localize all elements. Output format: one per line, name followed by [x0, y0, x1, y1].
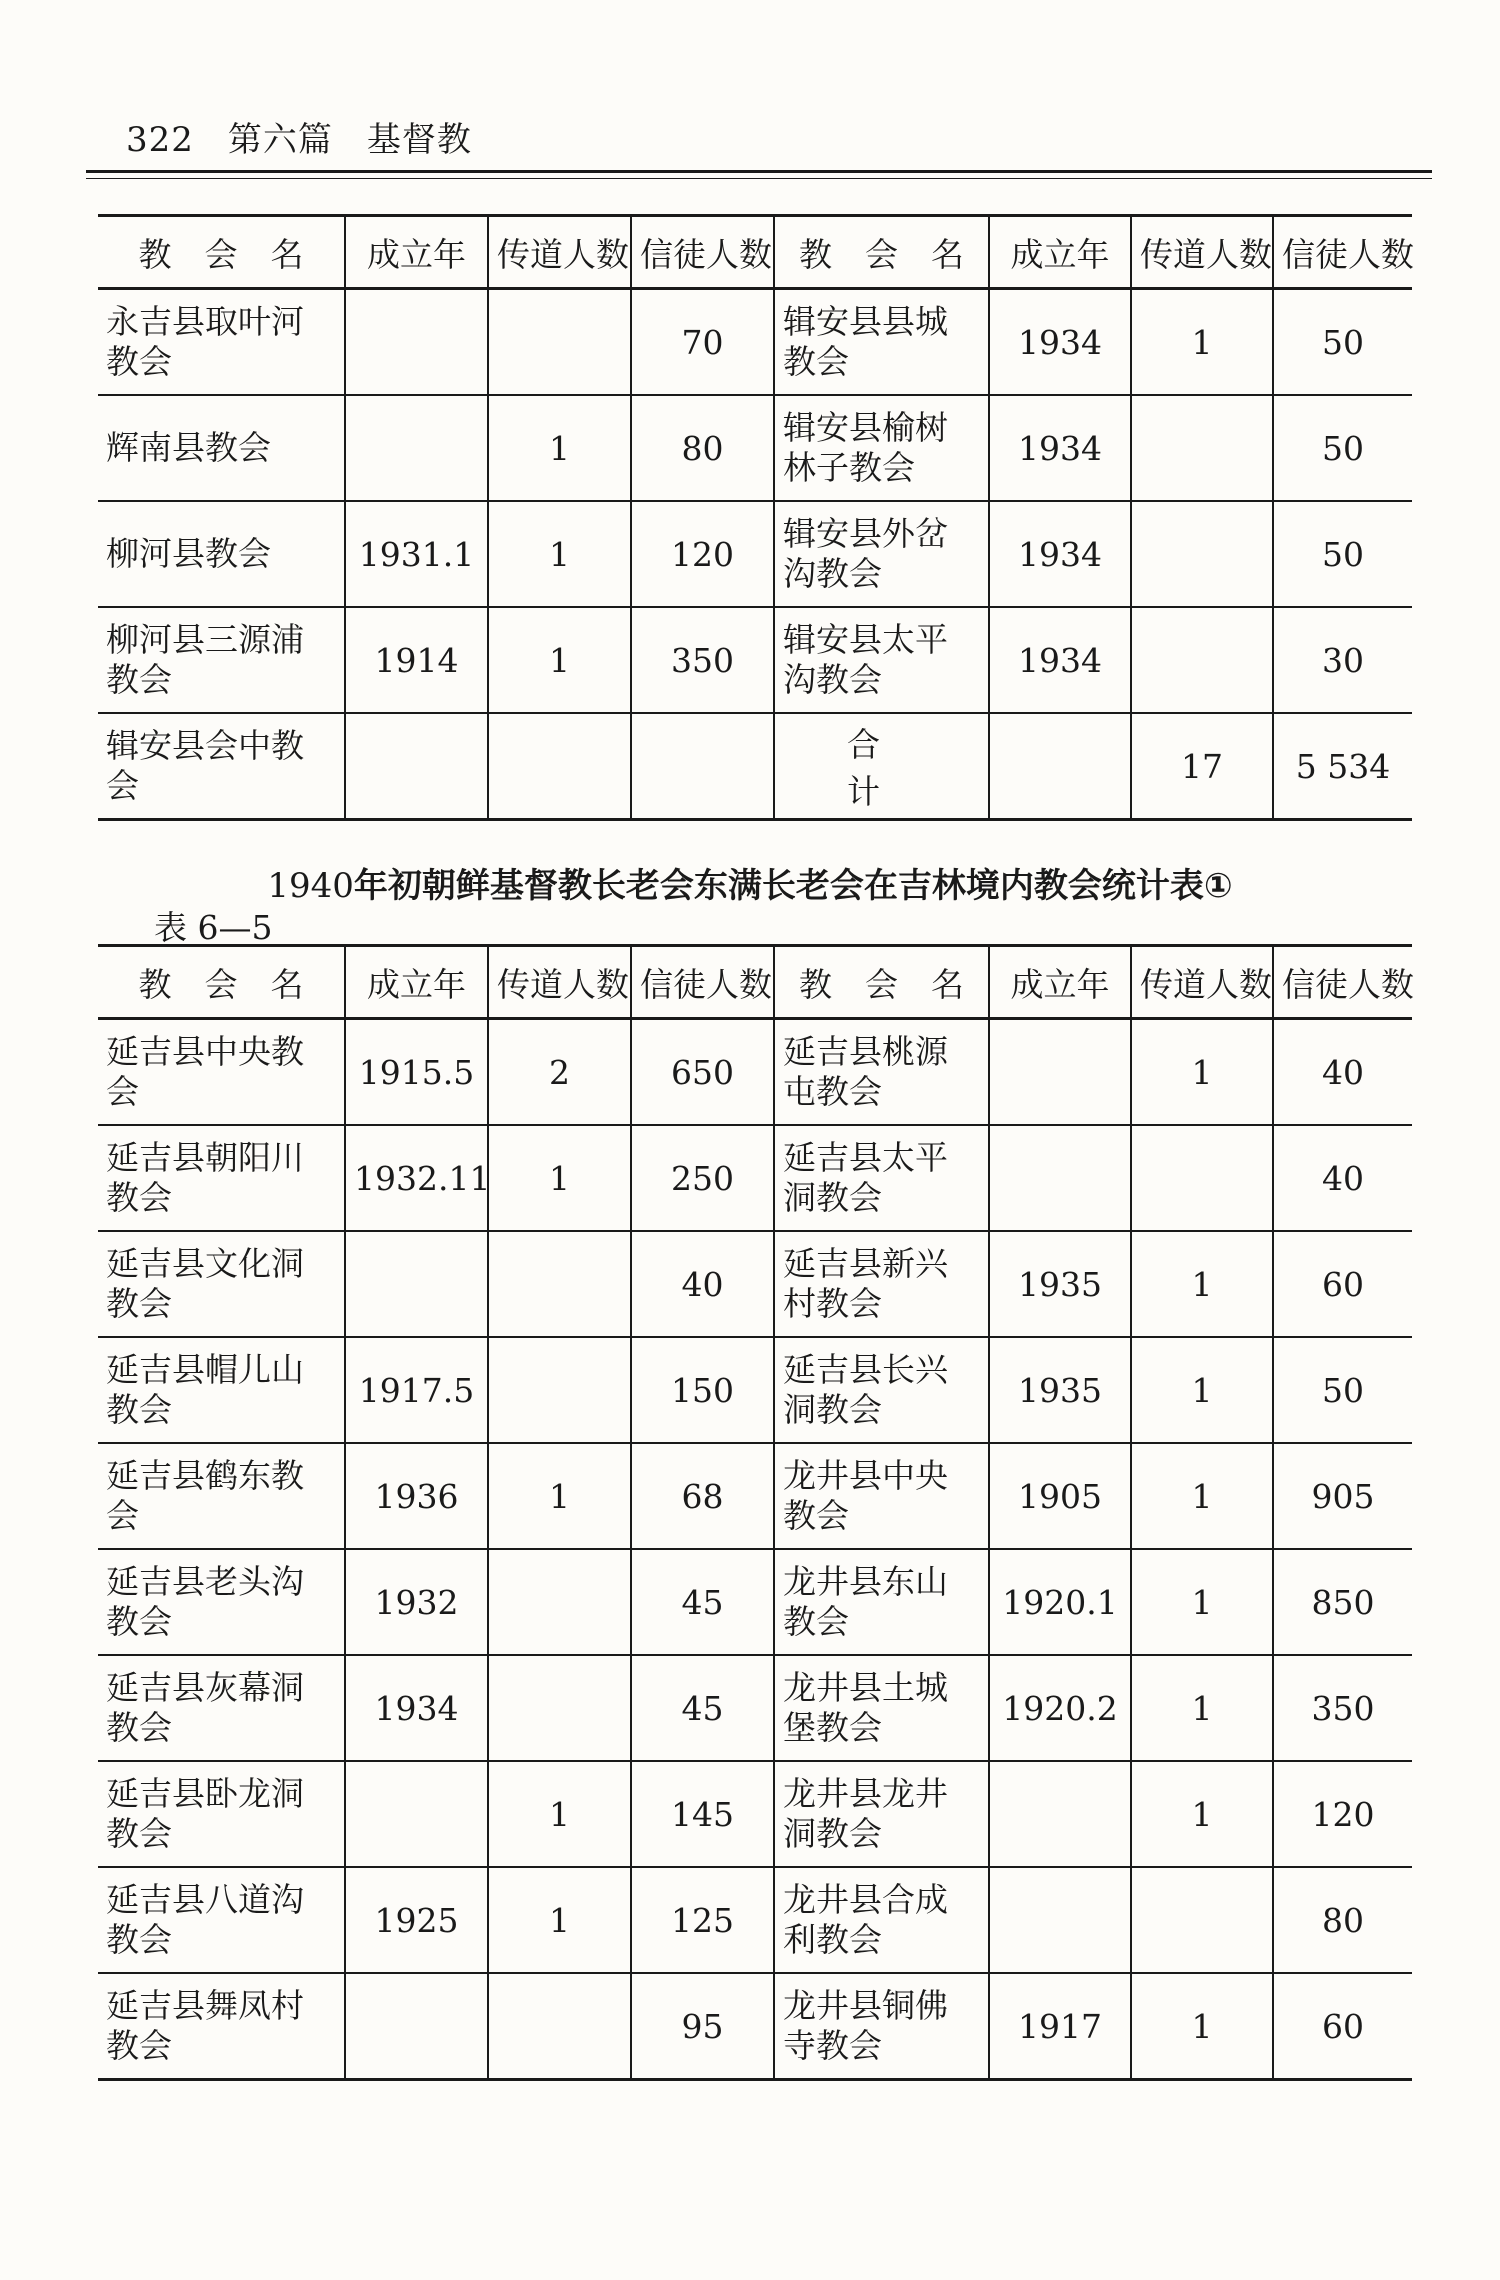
member-count-cell: 145	[631, 1761, 774, 1867]
founded-year-cell: 1917.5	[345, 1337, 488, 1443]
preacher-count-cell	[1131, 1867, 1273, 1973]
table-row	[98, 1549, 1412, 1655]
member-count-cell: 350	[631, 607, 774, 713]
column-header-church-name: 教 会 名	[98, 946, 345, 1019]
founded-year-cell: 1932	[345, 1549, 488, 1655]
member-count-cell: 70	[631, 289, 774, 396]
member-count-cell: 40	[1273, 1019, 1412, 1126]
name-line: 柳河县三源浦	[106, 620, 304, 659]
name-line: 屯教会	[783, 1072, 882, 1111]
church-name-cell	[98, 289, 345, 396]
table-row	[98, 289, 1412, 396]
name-line: 教会	[106, 1178, 172, 1217]
name-line: 辑安县县城	[783, 302, 948, 341]
name-line: 教会	[106, 1814, 172, 1853]
church-name-cell	[774, 501, 989, 607]
column-header-church-name: 教 会 名	[98, 216, 345, 289]
preacher-count-cell: 1	[1131, 1549, 1273, 1655]
founded-year-cell: 1917	[989, 1973, 1131, 2080]
name-line: 寺教会	[783, 2026, 882, 2065]
table-row	[98, 1125, 1412, 1231]
name-line: 合 计	[847, 725, 985, 811]
name-line: 村教会	[783, 1284, 882, 1323]
church-name-cell	[774, 1867, 989, 1973]
church-name-cell	[774, 1019, 989, 1126]
church-name-cell	[98, 1337, 345, 1443]
table-caption	[0, 858, 1500, 907]
name-line: 延吉县中央教	[106, 1032, 304, 1071]
caption-year: 1940	[267, 866, 354, 906]
church-name-cell	[98, 1019, 345, 1126]
preacher-count-cell: 1	[1131, 289, 1273, 396]
preacher-count-cell	[1131, 501, 1273, 607]
member-count-cell: 60	[1273, 1973, 1412, 2080]
name-line: 利教会	[783, 1920, 882, 1959]
name-line: 教会	[106, 1390, 172, 1429]
header-rule-thin	[86, 178, 1432, 179]
preacher-count-cell: 1	[1131, 1761, 1273, 1867]
name-line: 柳河县教会	[106, 534, 271, 573]
member-count-cell: 125	[631, 1867, 774, 1973]
name-line: 教会	[106, 660, 172, 699]
table-row	[98, 501, 1412, 607]
member-count-cell	[631, 713, 774, 820]
founded-year-cell	[345, 395, 488, 501]
preacher-count-cell: 1	[488, 395, 631, 501]
founded-year-cell: 1920.1	[989, 1549, 1131, 1655]
preacher-count-cell	[488, 1337, 631, 1443]
founded-year-cell: 1932.11	[345, 1125, 488, 1231]
member-count-cell: 50	[1273, 289, 1412, 396]
founded-year-cell	[989, 1761, 1131, 1867]
name-line: 教会	[106, 1920, 172, 1959]
column-header-founded-year: 成立年	[989, 216, 1131, 289]
name-line: 教会	[106, 2026, 172, 2065]
founded-year-cell: 1934	[989, 607, 1131, 713]
member-count-cell: 150	[631, 1337, 774, 1443]
table-number: 表 6—5	[154, 908, 273, 947]
preacher-count-cell: 1	[1131, 1231, 1273, 1337]
name-line: 龙井县龙井	[783, 1774, 948, 1813]
preacher-count-cell: 1	[488, 1125, 631, 1231]
name-line: 教会	[783, 1496, 849, 1535]
name-line: 永吉县取叶河	[106, 302, 304, 341]
name-line: 延吉县灰幕洞	[106, 1668, 304, 1707]
church-name-cell	[774, 1655, 989, 1761]
church-name-cell	[98, 713, 345, 820]
column-header-member-count: 信徒人数	[1273, 946, 1412, 1019]
church-name-cell	[98, 1761, 345, 1867]
column-header-founded-year: 成立年	[345, 946, 488, 1019]
column-header-preacher-count: 传道人数	[1131, 946, 1273, 1019]
member-count-cell: 120	[1273, 1761, 1412, 1867]
column-header-preacher-count: 传道人数	[488, 946, 631, 1019]
name-line: 会	[106, 1496, 139, 1535]
page-header	[126, 112, 472, 161]
column-header-founded-year: 成立年	[345, 216, 488, 289]
founded-year-cell	[345, 1973, 488, 2080]
name-line: 龙井县土城	[783, 1668, 948, 1707]
table-row	[98, 1655, 1412, 1761]
table-row	[98, 395, 1412, 501]
preacher-count-cell: 17	[1131, 713, 1273, 820]
preacher-count-cell	[488, 289, 631, 396]
member-count-cell: 50	[1273, 1337, 1412, 1443]
preacher-count-cell	[488, 713, 631, 820]
founded-year-cell: 1925	[345, 1867, 488, 1973]
preacher-count-cell: 1	[488, 607, 631, 713]
church-name-cell	[98, 501, 345, 607]
founded-year-cell	[989, 1019, 1131, 1126]
column-header-member-count: 信徒人数	[631, 216, 774, 289]
page-number: 322	[126, 120, 194, 160]
header-rule-thick	[86, 170, 1432, 173]
caption-text: 年初朝鲜基督教长老会东满长老会在吉林境内教会统计表①	[353, 866, 1233, 906]
table2-body	[98, 1019, 1412, 2080]
member-count-cell: 650	[631, 1019, 774, 1126]
founded-year-cell: 1920.2	[989, 1655, 1131, 1761]
church-name-cell	[774, 1337, 989, 1443]
member-count-cell: 40	[631, 1231, 774, 1337]
name-line: 教会	[783, 342, 849, 381]
church-name-cell	[98, 1549, 345, 1655]
founded-year-cell	[345, 1231, 488, 1337]
table-row	[98, 713, 1412, 820]
founded-year-cell: 1915.5	[345, 1019, 488, 1126]
preacher-count-cell: 1	[488, 501, 631, 607]
column-header-church-name: 教 会 名	[774, 216, 989, 289]
founded-year-cell	[989, 713, 1131, 820]
preacher-count-cell	[488, 1973, 631, 2080]
name-line: 洞教会	[783, 1178, 882, 1217]
table2-head	[98, 946, 1412, 1019]
founded-year-cell: 1936	[345, 1443, 488, 1549]
preacher-count-cell	[488, 1231, 631, 1337]
church-name-cell	[774, 1973, 989, 2080]
founded-year-cell: 1934	[989, 501, 1131, 607]
name-line: 龙井县铜佛	[783, 1986, 948, 2025]
preacher-count-cell: 1	[488, 1443, 631, 1549]
name-line: 洞教会	[783, 1814, 882, 1853]
church-name-cell	[98, 607, 345, 713]
name-line: 延吉县舞凤村	[106, 1986, 304, 2025]
name-line: 延吉县帽儿山	[106, 1350, 304, 1389]
name-line: 延吉县老头沟	[106, 1562, 304, 1601]
name-line: 延吉县长兴	[783, 1350, 948, 1389]
member-count-cell: 250	[631, 1125, 774, 1231]
name-line: 延吉县朝阳川	[106, 1138, 304, 1177]
founded-year-cell	[989, 1125, 1131, 1231]
table-row	[98, 1443, 1412, 1549]
chapter-title: 基督教	[366, 120, 472, 160]
column-header-preacher-count: 传道人数	[1131, 216, 1273, 289]
name-line: 龙井县东山	[783, 1562, 948, 1601]
preacher-count-cell: 1	[1131, 1337, 1273, 1443]
founded-year-cell: 1934	[989, 289, 1131, 396]
founded-year-cell: 1931.1	[345, 501, 488, 607]
member-count-cell: 120	[631, 501, 774, 607]
member-count-cell: 80	[631, 395, 774, 501]
preacher-count-cell: 1	[488, 1867, 631, 1973]
church-name-cell	[774, 289, 989, 396]
church-name-cell	[774, 607, 989, 713]
member-count-cell: 850	[1273, 1549, 1412, 1655]
founded-year-cell	[345, 713, 488, 820]
column-header-member-count: 信徒人数	[631, 946, 774, 1019]
church-name-cell	[98, 1973, 345, 2080]
founded-year-cell: 1934	[989, 395, 1131, 501]
column-header-preacher-count: 传道人数	[488, 216, 631, 289]
table-row	[98, 1867, 1412, 1973]
church-name-cell	[98, 1231, 345, 1337]
preacher-count-cell	[1131, 395, 1273, 501]
member-count-cell: 40	[1273, 1125, 1412, 1231]
member-count-cell: 50	[1273, 395, 1412, 501]
preacher-count-cell: 1	[1131, 1443, 1273, 1549]
table1-head	[98, 216, 1412, 289]
preacher-count-cell: 1	[1131, 1973, 1273, 2080]
church-name-cell	[774, 1231, 989, 1337]
name-line: 延吉县鹤东教	[106, 1456, 304, 1495]
preacher-count-cell	[1131, 607, 1273, 713]
church-name-cell	[98, 1125, 345, 1231]
member-count-cell: 50	[1273, 501, 1412, 607]
church-name-cell	[98, 1867, 345, 1973]
name-line: 辑安县外岔	[783, 514, 948, 553]
name-line: 教会	[106, 1284, 172, 1323]
table1-body	[98, 289, 1412, 820]
founded-year-cell: 1934	[345, 1655, 488, 1761]
table-row	[98, 1761, 1412, 1867]
name-line: 龙井县合成	[783, 1880, 948, 1919]
name-line: 会	[106, 1072, 139, 1111]
name-line: 辉南县教会	[106, 428, 271, 467]
member-count-cell: 80	[1273, 1867, 1412, 1973]
member-count-cell: 45	[631, 1549, 774, 1655]
preacher-count-cell: 1	[1131, 1019, 1273, 1126]
church-table-continued	[98, 214, 1412, 821]
table-row	[98, 1231, 1412, 1337]
founded-year-cell: 1935	[989, 1231, 1131, 1337]
name-line: 延吉县桃源	[783, 1032, 948, 1071]
church-name-cell	[98, 1655, 345, 1761]
founded-year-cell: 1935	[989, 1337, 1131, 1443]
church-name-cell	[774, 1761, 989, 1867]
name-line: 教会	[106, 1602, 172, 1641]
church-name-cell	[774, 1443, 989, 1549]
name-line: 延吉县文化洞	[106, 1244, 304, 1283]
member-count-cell: 5 534	[1273, 713, 1412, 820]
preacher-count-cell: 2	[488, 1019, 631, 1126]
name-line: 辑安县太平	[783, 620, 948, 659]
preacher-count-cell	[1131, 1125, 1273, 1231]
member-count-cell: 905	[1273, 1443, 1412, 1549]
column-header-church-name: 教 会 名	[774, 946, 989, 1019]
name-line: 辑安县会中教	[106, 726, 304, 765]
founded-year-cell	[345, 1761, 488, 1867]
church-name-cell	[774, 1549, 989, 1655]
founded-year-cell: 1914	[345, 607, 488, 713]
member-count-cell: 45	[631, 1655, 774, 1761]
table-row	[98, 1973, 1412, 2080]
name-line: 堡教会	[783, 1708, 882, 1747]
name-line: 延吉县卧龙洞	[106, 1774, 304, 1813]
church-name-cell	[774, 395, 989, 501]
preacher-count-cell	[488, 1655, 631, 1761]
member-count-cell: 68	[631, 1443, 774, 1549]
member-count-cell: 60	[1273, 1231, 1412, 1337]
member-count-cell: 350	[1273, 1655, 1412, 1761]
table-row	[98, 1337, 1412, 1443]
church-name-cell	[774, 713, 989, 820]
founded-year-cell: 1905	[989, 1443, 1131, 1549]
name-line: 沟教会	[783, 660, 882, 699]
header-row	[98, 946, 1412, 1019]
name-line: 龙井县中央	[783, 1456, 948, 1495]
table-row	[98, 1019, 1412, 1126]
member-count-cell: 30	[1273, 607, 1412, 713]
preacher-count-cell: 1	[1131, 1655, 1273, 1761]
name-line: 延吉县太平	[783, 1138, 948, 1177]
church-statistics-table	[98, 944, 1412, 2081]
name-line: 林子教会	[783, 448, 915, 487]
name-line: 延吉县新兴	[783, 1244, 948, 1283]
name-line: 洞教会	[783, 1390, 882, 1429]
church-name-cell	[98, 1443, 345, 1549]
name-line: 教会	[106, 1708, 172, 1747]
name-line: 辑安县榆树	[783, 408, 948, 447]
name-line: 教会	[106, 342, 172, 381]
name-line: 沟教会	[783, 554, 882, 593]
founded-year-cell	[345, 289, 488, 396]
column-header-founded-year: 成立年	[989, 946, 1131, 1019]
church-name-cell	[774, 1125, 989, 1231]
name-line: 延吉县八道沟	[106, 1880, 304, 1919]
preacher-count-cell: 1	[488, 1761, 631, 1867]
header-row	[98, 216, 1412, 289]
name-line: 会	[106, 766, 139, 805]
name-line: 教会	[783, 1602, 849, 1641]
preacher-count-cell	[488, 1549, 631, 1655]
column-header-member-count: 信徒人数	[1273, 216, 1412, 289]
member-count-cell: 95	[631, 1973, 774, 2080]
part-title: 第六篇	[227, 120, 333, 160]
church-name-cell	[98, 395, 345, 501]
table-row	[98, 607, 1412, 713]
founded-year-cell	[989, 1867, 1131, 1973]
